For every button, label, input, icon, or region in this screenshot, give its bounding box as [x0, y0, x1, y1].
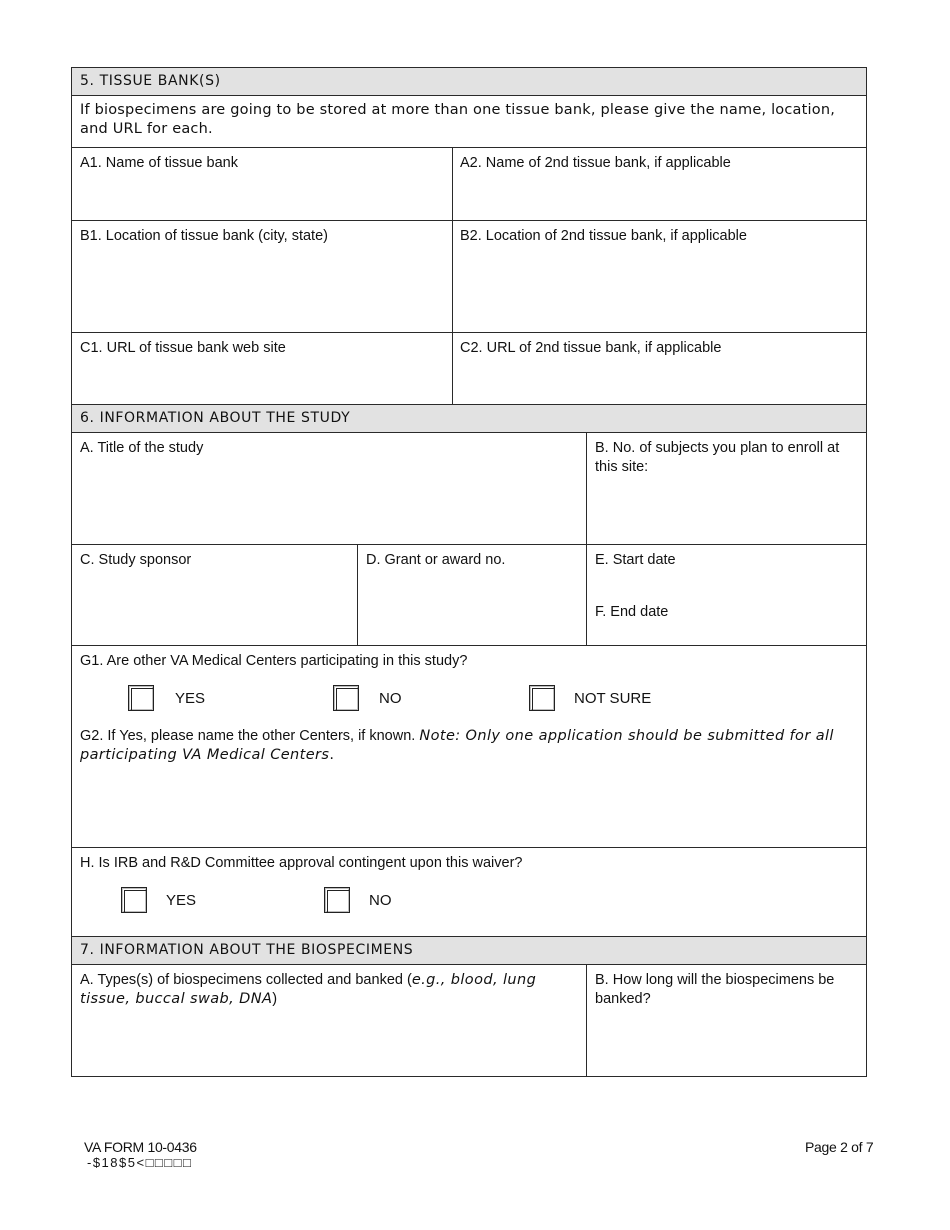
subjects-count-field[interactable]: B. No. of subjects you plan to enroll at this site: — [595, 440, 840, 475]
section-5-title: 5. TISSUE BANK(S) — [80, 73, 221, 89]
h-no-label: NO — [369, 892, 392, 909]
g1-no-checkbox[interactable] — [333, 685, 359, 711]
tissue-bank-1-name-field[interactable]: A1. Name of tissue bank — [80, 155, 238, 171]
grant-number-field[interactable]: D. Grant or award no. — [366, 552, 506, 568]
rule — [71, 147, 867, 148]
section-7-title: 7. INFORMATION ABOUT THE BIOSPECIMENS — [80, 942, 414, 958]
column-divider — [357, 544, 358, 646]
rule — [71, 544, 867, 545]
section-6-title: 6. INFORMATION ABOUT THE STUDY — [80, 410, 351, 426]
banking-duration-field[interactable]: B. How long will the biospecimens be banked? — [595, 972, 835, 1007]
biospecimen-types-label: A. Types(s) of biospecimens collected and banked ( — [80, 972, 412, 988]
section-5-instructions: If biospecimens are going to be stored at more than one tissue bank, please give the name, location, and URL for each. — [80, 102, 836, 137]
end-date-field[interactable]: F. End date — [595, 604, 669, 620]
g2-note: Note: Only one application should be submitted for all participating VA Medical Centers — [80, 728, 834, 763]
h-yes-label: YES — [166, 892, 197, 909]
g1-yes-checkbox[interactable] — [128, 685, 154, 711]
biospecimen-types-field[interactable] — [80, 971, 570, 1009]
form-number: VA FORM 10-0436 — [84, 1139, 197, 1155]
rule — [71, 432, 867, 433]
rule — [71, 847, 867, 848]
h-yes-checkbox[interactable] — [121, 887, 147, 913]
g1-yes-label: YES — [175, 690, 206, 707]
other-centers-names-field[interactable] — [80, 727, 860, 765]
g2-period: . — [329, 747, 335, 763]
start-date-field[interactable]: E. Start date — [595, 552, 676, 568]
rule — [71, 404, 867, 405]
biospecimen-types-examples: e.g., blood, lung tissue, buccal swab, DNA — [80, 972, 537, 1007]
g2-question: G2. If Yes, please name the other Centers, if known. — [80, 728, 416, 744]
other-centers-question: G1. Are other VA Medical Centers participating in this study? — [80, 653, 468, 669]
column-divider — [452, 147, 453, 405]
tissue-bank-2-name-field[interactable]: A2. Name of 2nd tissue bank, if applicable — [460, 155, 731, 171]
g1-not-sure-checkbox[interactable] — [529, 685, 555, 711]
column-divider — [586, 964, 587, 1077]
study-sponsor-field[interactable]: C. Study sponsor — [80, 552, 192, 568]
h-no-checkbox[interactable] — [324, 887, 350, 913]
biospecimen-types-close: ) — [272, 991, 278, 1007]
rule — [71, 936, 867, 937]
g1-not-sure-label: NOT SURE — [574, 690, 652, 707]
tissue-bank-2-location-field[interactable]: B2. Location of 2nd tissue bank, if applicable — [460, 228, 747, 244]
rule — [71, 964, 867, 965]
rule — [71, 1076, 867, 1077]
approval-contingent-question: H. Is IRB and R&D Committee approval contingent upon this waiver? — [80, 855, 523, 871]
rule — [71, 220, 867, 221]
rule — [71, 95, 867, 96]
rule — [71, 645, 867, 646]
tissue-bank-1-location-field[interactable]: B1. Location of tissue bank (city, state) — [80, 228, 328, 244]
tissue-bank-2-url-field[interactable]: C2. URL of 2nd tissue bank, if applicable — [460, 340, 722, 356]
study-title-field[interactable]: A. Title of the study — [80, 440, 204, 456]
g1-no-label: NO — [379, 690, 402, 707]
form-date: -$18$5<□□□□□ — [87, 1155, 193, 1170]
rule — [71, 332, 867, 333]
column-divider — [586, 432, 587, 646]
tissue-bank-1-url-field[interactable]: C1. URL of tissue bank web site — [80, 340, 286, 356]
rule — [71, 67, 867, 68]
page-number: Page 2 of 7 — [805, 1139, 874, 1155]
